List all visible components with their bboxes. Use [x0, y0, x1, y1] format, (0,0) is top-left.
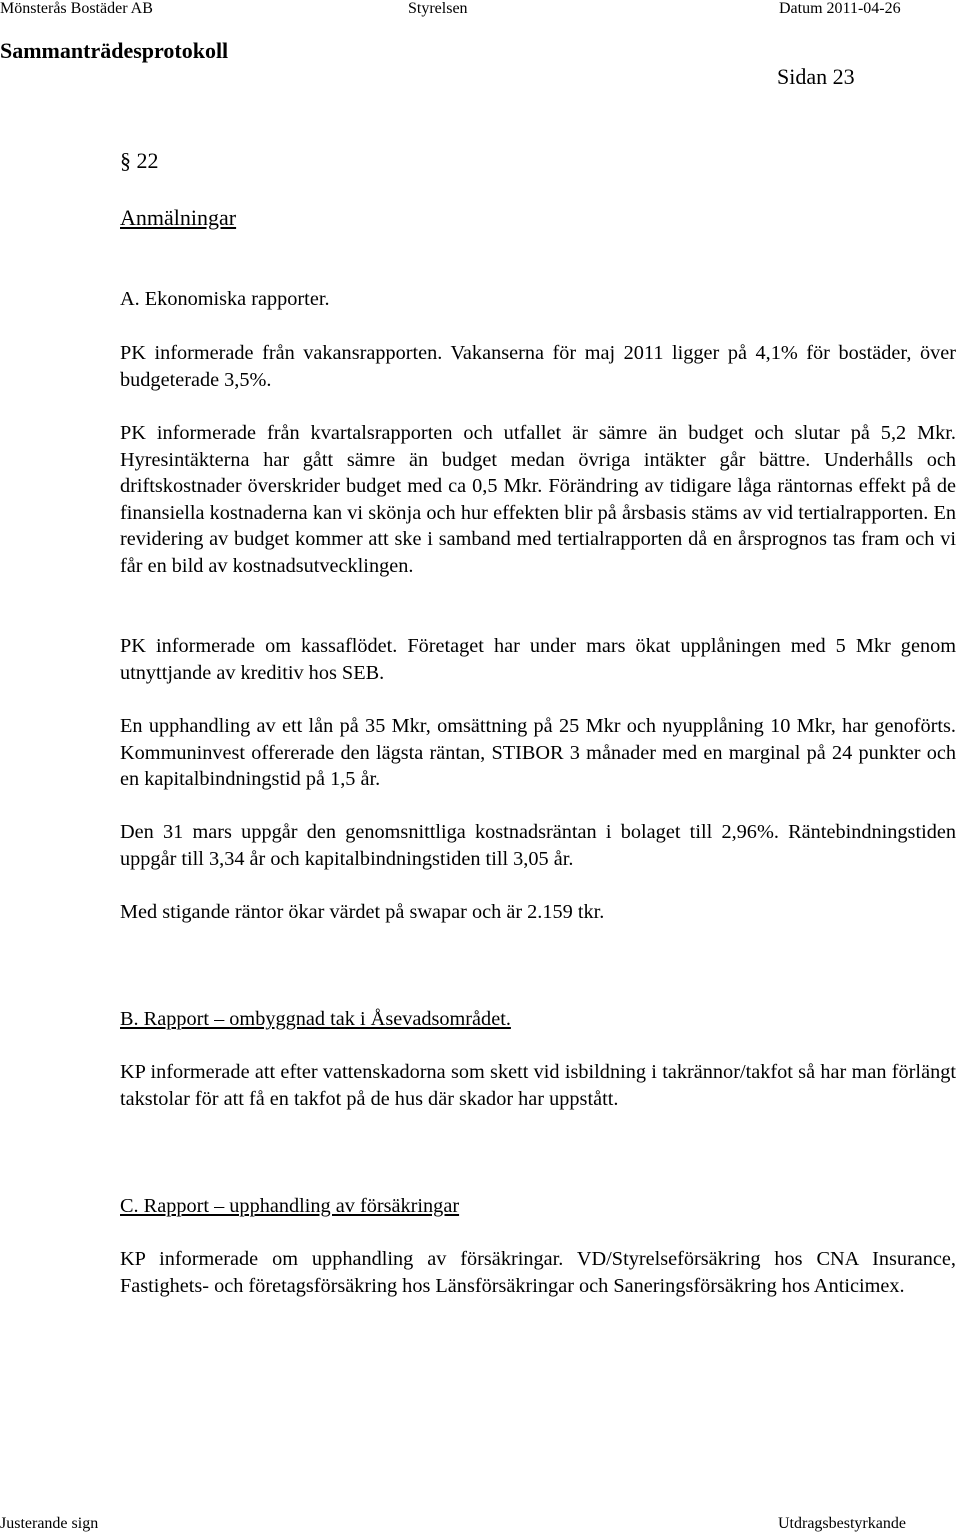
section-a-paragraph-5: Den 31 mars uppgår den genomsnittliga kostnadsräntan i bolaget till 2,96%. Räntebindningstiden uppgår till 3,34 år och kapitalbindningstiden till 3,05 år.: [120, 821, 956, 870]
footer-utdragsbestyrkande: Utdragsbestyrkande: [778, 1515, 906, 1532]
section-c-paragraph-1: KP informerade om upphandling av försäkringar. VD/Styrelseförsäkring hos CNA Insurance, Fastighets- och företagsförsäkring hos Länsförsäkringar och Saneringsförsäkring hos Anticimex.: [120, 1248, 956, 1297]
section-b-paragraph-1: KP informerade att efter vattenskadorna som skett vid isbildning i takrännor/takfot så har man förlängt takstolar för att få en takfot på de hus där skador har uppstått.: [120, 1061, 956, 1110]
header-company: Mönsterås Bostäder AB: [0, 0, 153, 17]
section-b-heading: B. Rapport – ombyggnad tak i Åsevadsområdet.: [120, 1008, 511, 1030]
section-c-heading: C. Rapport – upphandling av försäkringar: [120, 1195, 460, 1217]
section-a-paragraph-2: PK informerade från kvartalsrapporten och utfallet är sämre än budget och slutar på 5,2 Mkr. Hyresintäkterna har gått sämre än budget medan övriga intäkter går bättre. Underhålls och driftskostnader överskrider budget med ca 0,5 Mkr. Förändring av tidigare låga räntornas effekt på de finansiella kostnaderna kan vi skönja och hur effekten blir på årsbasis stäms av vid tertialrapporten. En revidering av budget kommer att ske i samband med tertialrapporten då en årsprognos tas fram och vi får en bild av kostnadsutvecklingen.: [120, 422, 956, 577]
header-date: Datum 2011-04-26: [779, 0, 901, 17]
section-a-paragraph-6: Med stigande räntor ökar värdet på swapar och är 2.159 tkr.: [120, 901, 605, 923]
page-number: Sidan 23: [777, 64, 855, 89]
paragraph-number: § 22: [120, 148, 159, 173]
header-board: Styrelsen: [408, 0, 468, 17]
section-a-paragraph-4: En upphandling av ett lån på 35 Mkr, omsättning på 25 Mkr och nyupplåning 10 Mkr, har genoförts. Kommuninvest offererade den lägsta räntan, STIBOR 3 månader med en marginal på 24 punkter och en kapitalbindningstid på 1,5 år.: [120, 715, 956, 791]
section-a-paragraph-1: PK informerade från vakansrapporten. Vakanserna för maj 2011 ligger på 4,1% för bostäder, över budgeterade 3,5%.: [120, 342, 956, 391]
document-type: Sammanträdesprotokoll: [0, 38, 229, 63]
paragraph-title: Anmälningar: [120, 205, 237, 230]
section-a-paragraph-3: PK informerade om kassaflödet. Företaget har under mars ökat upplåningen med 5 Mkr genom utnyttjande av kreditiv hos SEB.: [120, 635, 956, 684]
footer-justerande-sign: Justerande sign: [0, 1515, 99, 1532]
section-a-heading: A. Ekonomiska rapporter.: [120, 288, 330, 310]
